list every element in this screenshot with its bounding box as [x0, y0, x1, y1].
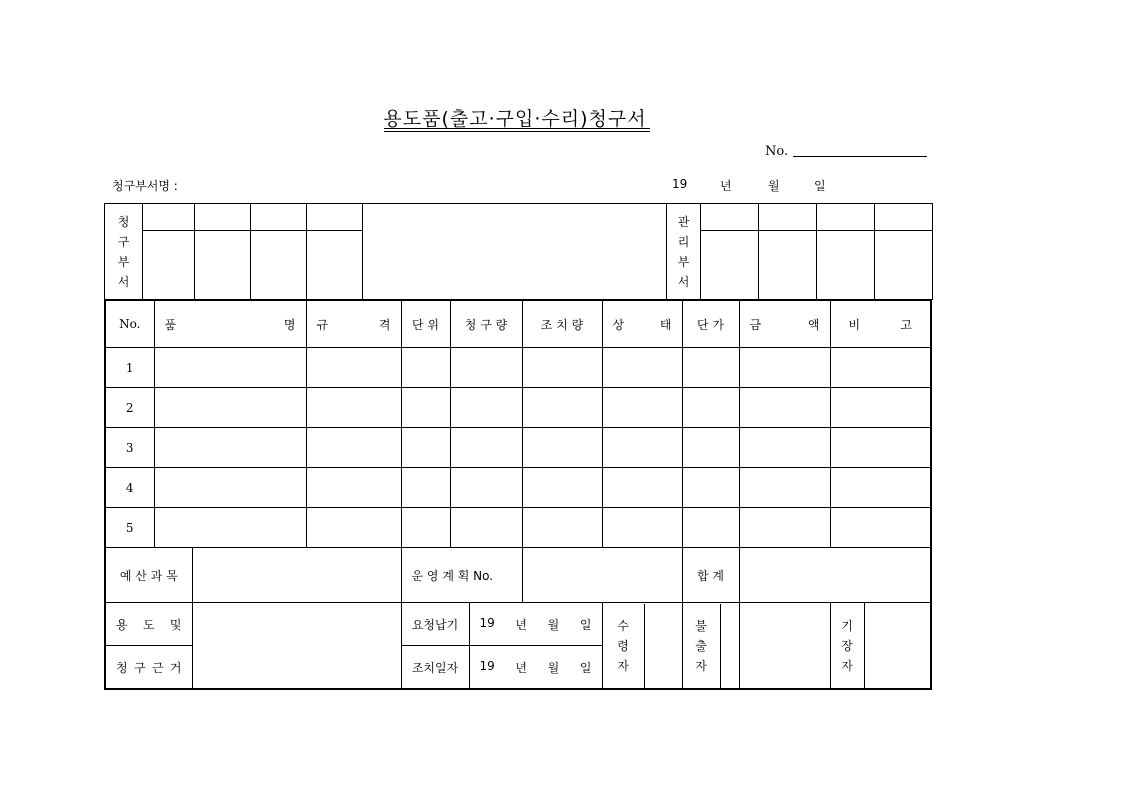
approval-sign-cell[interactable]: [875, 231, 933, 300]
recorder-label: 기 장 자: [830, 603, 864, 690]
header-remark: 비 고: [830, 300, 931, 348]
row-number: 5: [105, 508, 154, 548]
issuer-sign-field[interactable]: [721, 604, 739, 688]
price-cell[interactable]: [682, 388, 739, 428]
table-row: [105, 468, 931, 508]
purpose-label-bottom: 청 구 근 거: [105, 646, 192, 690]
action-cell[interactable]: [522, 348, 602, 388]
table-row: [105, 428, 931, 468]
operation-plan-field[interactable]: [522, 548, 682, 603]
amount-cell[interactable]: [739, 508, 830, 548]
unit-cell[interactable]: [401, 428, 450, 468]
header-item-name: 품 명: [154, 300, 306, 348]
unit-cell[interactable]: [401, 348, 450, 388]
price-cell[interactable]: [682, 428, 739, 468]
approval-title-cell[interactable]: [759, 204, 817, 231]
management-dept-label: 관 리 부 서: [667, 204, 701, 300]
budget-item-field[interactable]: [192, 548, 401, 603]
approval-title-cell[interactable]: [195, 204, 251, 231]
approval-sign-cell[interactable]: [307, 231, 363, 300]
item-name-cell[interactable]: [154, 348, 306, 388]
table-row: [105, 348, 931, 388]
approval-title-cell[interactable]: [143, 204, 195, 231]
approval-title-cell[interactable]: [817, 204, 875, 231]
qty-cell[interactable]: [450, 388, 522, 428]
approval-gap: [363, 204, 667, 300]
remark-cell[interactable]: [830, 348, 931, 388]
remark-cell[interactable]: [830, 508, 931, 548]
price-cell[interactable]: [682, 348, 739, 388]
receiver-area: [602, 603, 682, 690]
action-cell[interactable]: [522, 428, 602, 468]
row-number: 4: [105, 468, 154, 508]
document-number-field[interactable]: [793, 156, 927, 157]
spec-cell[interactable]: [306, 428, 401, 468]
requesting-department-label: 청구부서명 :: [112, 179, 178, 193]
remark-cell[interactable]: [830, 428, 931, 468]
requesting-dept-label: 청 구 부 서: [105, 204, 143, 300]
form-title: 용도품(출고·구입·수리)청구서: [383, 108, 647, 130]
approval-sign-cell[interactable]: [817, 231, 875, 300]
status-cell[interactable]: [602, 388, 682, 428]
receiver-label: 수 령 자: [603, 604, 645, 688]
unit-cell[interactable]: [401, 388, 450, 428]
header-amount: 금 액: [739, 300, 830, 348]
issuer-sign-extra[interactable]: [739, 603, 830, 690]
approval-sign-cell[interactable]: [195, 231, 251, 300]
spec-cell[interactable]: [306, 508, 401, 548]
unit-cell[interactable]: [401, 508, 450, 548]
price-cell[interactable]: [682, 508, 739, 548]
approval-title-cell[interactable]: [701, 204, 759, 231]
status-cell[interactable]: [602, 428, 682, 468]
header-unit: 단 위: [401, 300, 450, 348]
purpose-field[interactable]: [192, 603, 401, 690]
title-underline: [384, 128, 650, 129]
status-cell[interactable]: [602, 348, 682, 388]
approval-sign-cell[interactable]: [759, 231, 817, 300]
operation-plan-label: 운 영 계 획 No.: [401, 548, 522, 603]
issuer-label: 불 출 자: [683, 604, 721, 688]
date-year: 19: [672, 177, 688, 191]
amount-cell[interactable]: [739, 468, 830, 508]
request-due-date[interactable]: 19 년 월 일: [469, 603, 602, 646]
action-cell[interactable]: [522, 508, 602, 548]
recorder-sign-field[interactable]: [864, 603, 931, 690]
spec-cell[interactable]: [306, 388, 401, 428]
date-day-unit: 일: [814, 179, 826, 193]
item-name-cell[interactable]: [154, 508, 306, 548]
qty-cell[interactable]: [450, 508, 522, 548]
receiver-sign-field[interactable]: [645, 604, 682, 688]
amount-cell[interactable]: [739, 348, 830, 388]
status-cell[interactable]: [602, 508, 682, 548]
row-number: 1: [105, 348, 154, 388]
approval-sign-cell[interactable]: [143, 231, 195, 300]
row-number: 3: [105, 428, 154, 468]
document-number-label: No.: [765, 144, 789, 159]
qty-cell[interactable]: [450, 468, 522, 508]
item-name-cell[interactable]: [154, 428, 306, 468]
approval-title-cell[interactable]: [875, 204, 933, 231]
spec-cell[interactable]: [306, 348, 401, 388]
action-date-label: 조치일자: [401, 646, 469, 690]
request-due-label: 요청납기: [401, 603, 469, 646]
issuer-area: [682, 603, 739, 690]
item-name-cell[interactable]: [154, 468, 306, 508]
header-no: No.: [105, 300, 154, 348]
table-row: [105, 508, 931, 548]
qty-cell[interactable]: [450, 428, 522, 468]
total-label: 합 계: [682, 548, 739, 603]
spec-cell[interactable]: [306, 468, 401, 508]
item-table: [104, 299, 932, 690]
approval-title-cell[interactable]: [307, 204, 363, 231]
remark-cell[interactable]: [830, 388, 931, 428]
header-status: 상 태: [602, 300, 682, 348]
status-cell[interactable]: [602, 468, 682, 508]
table-row: [105, 388, 931, 428]
approval-title-cell[interactable]: [251, 204, 307, 231]
approval-table: [104, 203, 933, 300]
header-spec: 규 격: [306, 300, 401, 348]
price-cell[interactable]: [682, 468, 739, 508]
action-cell[interactable]: [522, 468, 602, 508]
approval-sign-cell[interactable]: [251, 231, 307, 300]
qty-cell[interactable]: [450, 348, 522, 388]
date-month-unit: 월: [768, 179, 780, 193]
purpose-label-top: 용 도 및: [105, 603, 192, 646]
item-name-cell[interactable]: [154, 388, 306, 428]
header-action-qty: 조 치 량: [522, 300, 602, 348]
amount-cell[interactable]: [739, 388, 830, 428]
remark-cell[interactable]: [830, 468, 931, 508]
budget-item-label: 예 산 과 목: [105, 548, 192, 603]
total-field[interactable]: [739, 548, 931, 603]
approval-sign-cell[interactable]: [701, 231, 759, 300]
amount-cell[interactable]: [739, 428, 830, 468]
title-underline: [384, 131, 650, 132]
date-year-unit: 년: [720, 179, 732, 193]
action-date[interactable]: 19 년 월 일: [469, 646, 602, 690]
row-number: 2: [105, 388, 154, 428]
action-cell[interactable]: [522, 388, 602, 428]
unit-cell[interactable]: [401, 468, 450, 508]
header-unit-price: 단 가: [682, 300, 739, 348]
header-requested-qty: 청 구 량: [450, 300, 522, 348]
